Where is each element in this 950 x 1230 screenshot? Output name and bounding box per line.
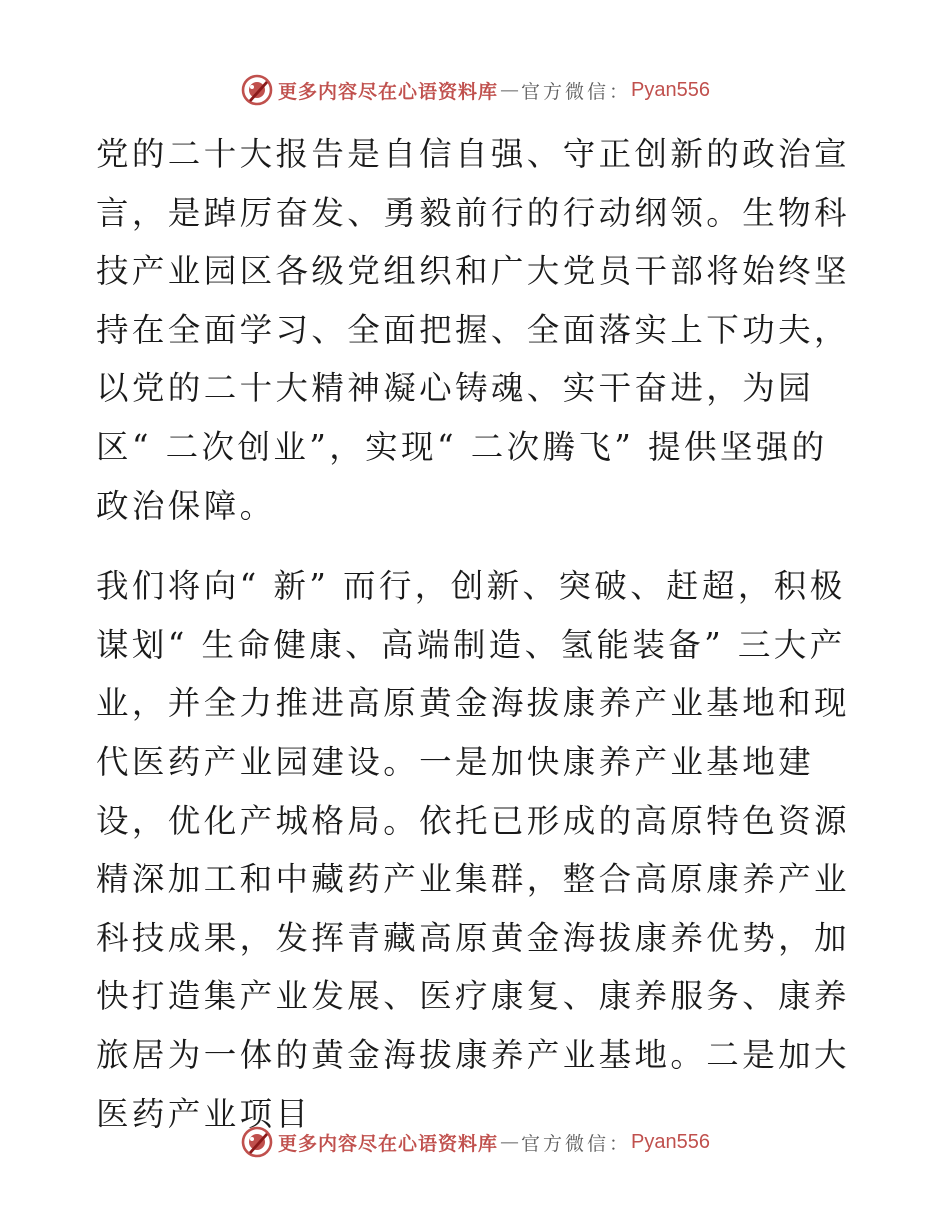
watermark-label: 官方微信： — [521, 80, 632, 103]
watermark-dash: — — [500, 79, 520, 101]
pen-logo-icon — [240, 1125, 274, 1159]
watermark-text: 更多内容尽在心语资料库 — [278, 80, 499, 103]
watermark-label: 官方微信： — [521, 1132, 632, 1155]
footer-watermark — [0, 1122, 950, 1162]
pen-logo-icon — [240, 73, 274, 107]
paragraph-1: 党的二十大报告是自信自强、守正创新的政治宣言，是踔厉奋发、勇毅前行的行动纲领。生物科技产业园区各级党组织和广大党员干部将始终坚持在全面学习、全面把握、全面落实上下功夫，以党的二十大精神凝心铸魂、实干奋进，为园区“ 二次创业”，实现“ 二次腾飞” 提供坚强的政治保障。 — [96, 135, 850, 525]
watermark-wechat-id: Pyan556 — [631, 1130, 710, 1153]
watermark-wechat-id: Pyan556 — [631, 78, 710, 101]
header-watermark — [0, 70, 950, 110]
watermark-text: 更多内容尽在心语资料库 — [278, 1132, 499, 1155]
document-body — [96, 125, 856, 1143]
watermark-dash: — — [500, 1131, 520, 1153]
paragraph-2: 我们将向“ 新” 而行，创新、突破、赶超，积极谋划“ 生命健康、高端制造、氢能装备” 三大产业，并全力推进高原黄金海拔康养产业基地和现代医药产业园建设。一是加快康养产业基地建设，优化产城格局。依托已形成的高原特色资源精深加工和中藏药产业集群，整合高原康养产业科技成果，发挥青藏高原黄金海拔康养优势，加快打造集产业发展、医疗康复、康养服务、康养旅居为一体的黄金海拔康养产业基地。二是加大医药产业项目 — [96, 567, 850, 1133]
